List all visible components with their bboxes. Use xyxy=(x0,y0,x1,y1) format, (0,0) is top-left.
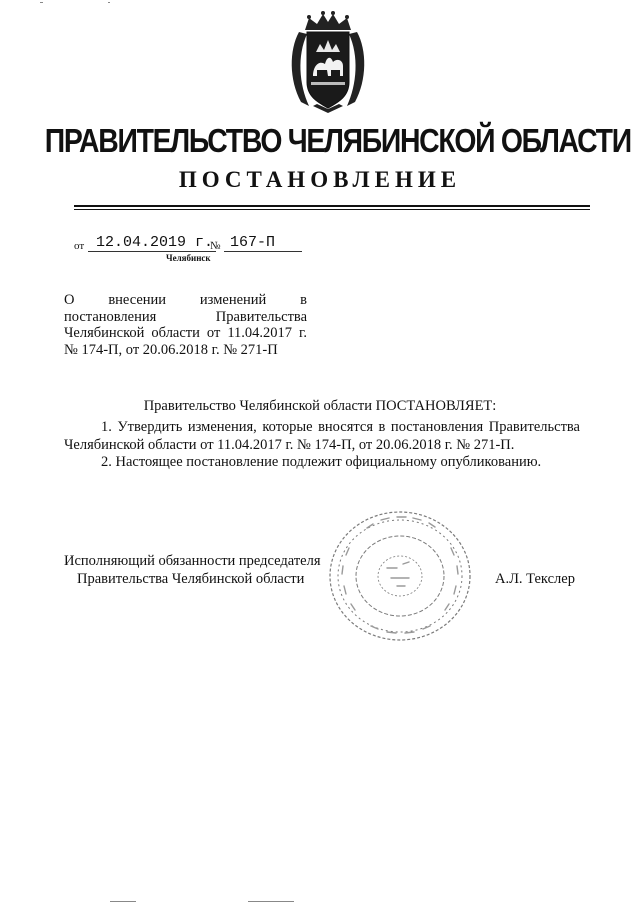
date-prefix: от xyxy=(74,240,85,252)
document-date: 12.04.2019 г. xyxy=(96,234,214,251)
document-body xyxy=(64,419,580,472)
government-title: ПРАВИТЕЛЬСТВО ЧЕЛЯБИНСКОЙ ОБЛАСТИ xyxy=(44,122,631,159)
city-label: Челябинск xyxy=(166,253,211,263)
number-underline xyxy=(224,251,302,252)
signatory-name: А.Л. Текслер xyxy=(495,571,575,587)
registration-line xyxy=(74,234,304,254)
coat-of-arms-icon xyxy=(287,10,369,114)
official-stamp-icon xyxy=(327,508,473,644)
date-underline xyxy=(88,251,216,252)
scan-speck xyxy=(108,2,110,3)
header-rule-thick xyxy=(74,205,590,207)
preamble: Правительство Челябинской области ПОСТАНОВЛЯЕТ: xyxy=(143,398,497,414)
document-type: ПОСТАНОВЛЕНИЕ xyxy=(178,167,462,192)
scan-speck xyxy=(40,2,43,3)
scan-speck xyxy=(248,901,294,902)
document-subject: О внесении изменений в постановления Правительства Челябинской области от 11.04.2017 г. № 174-П, от 20.06.2018 г. № 271-П xyxy=(64,292,307,358)
item-2: 2. Настоящее постановление подлежит официальному опубликованию. xyxy=(101,454,542,470)
item-1: 1. Утвердить изменения, которые вносятся в постановления Правительства Челябинской области от 11.04.2017 г. № 174-П, от 20.06.2018 г. № 271-П. xyxy=(64,419,580,453)
header-rule-thin xyxy=(74,209,590,210)
signatory-position xyxy=(64,553,321,588)
position-line-2: Правительства Челябинской области xyxy=(77,570,305,587)
position-line-1: Исполняющий обязанности председателя xyxy=(64,553,321,569)
number-prefix: № xyxy=(210,240,221,252)
document-number: 167-П xyxy=(230,234,276,251)
scan-speck xyxy=(110,901,136,902)
